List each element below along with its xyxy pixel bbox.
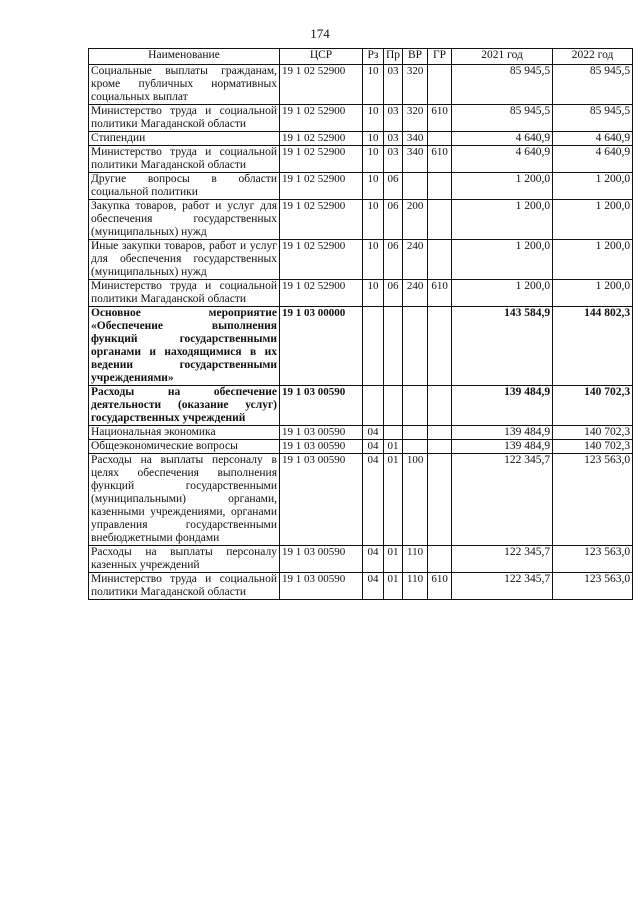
row-rz: 04 (363, 573, 384, 600)
row-gr (428, 386, 452, 426)
row-amount-2022: 1 200,0 (553, 173, 633, 200)
table-row (89, 546, 633, 573)
row-pr: 06 (384, 240, 403, 280)
row-vr: 100 (403, 454, 428, 546)
header-gr: ГР (428, 49, 452, 65)
row-amount-2022: 4 640,9 (553, 132, 633, 146)
row-csr: 19 1 02 52900 (280, 132, 363, 146)
row-pr: 01 (384, 546, 403, 573)
row-rz: 10 (363, 65, 384, 105)
row-amount-2021: 85 945,5 (452, 65, 553, 105)
row-vr (403, 386, 428, 426)
row-csr: 19 1 02 52900 (280, 240, 363, 280)
row-name: Другие вопросы в области социальной политики (89, 173, 280, 200)
row-vr (403, 173, 428, 200)
row-amount-2021: 4 640,9 (452, 132, 553, 146)
row-name: Расходы на выплаты персоналу казенных учреждений (89, 546, 280, 573)
table-row (89, 426, 633, 440)
table-row (89, 105, 633, 132)
row-amount-2022: 1 200,0 (553, 280, 633, 307)
table-row (89, 132, 633, 146)
row-csr: 19 1 03 00590 (280, 440, 363, 454)
table-row (89, 454, 633, 546)
row-amount-2021: 1 200,0 (452, 200, 553, 240)
row-pr (384, 426, 403, 440)
row-amount-2021: 4 640,9 (452, 146, 553, 173)
row-rz (363, 307, 384, 386)
row-name: Расходы на обеспечение деятельности (оказание услуг) государственных учреждений (89, 386, 280, 426)
row-rz: 10 (363, 132, 384, 146)
header-rz: Рз (363, 49, 384, 65)
row-vr: 340 (403, 146, 428, 173)
row-rz: 04 (363, 454, 384, 546)
row-name: Закупка товаров, работ и услуг для обеспечения государственных (муниципальных) нужд (89, 200, 280, 240)
row-csr: 19 1 03 00590 (280, 546, 363, 573)
row-gr: 610 (428, 105, 452, 132)
header-row (89, 49, 633, 65)
row-gr (428, 65, 452, 105)
row-name: Министерство труда и социальной политики Магаданской области (89, 146, 280, 173)
row-name: Основное мероприятие «Обеспечение выполнения функций государственными органами и находящимися в их ведении государственными учреждениями» (89, 307, 280, 386)
row-amount-2022: 123 563,0 (553, 454, 633, 546)
row-csr: 19 1 02 52900 (280, 105, 363, 132)
table-row (89, 173, 633, 200)
row-rz: 10 (363, 105, 384, 132)
row-name: Министерство труда и социальной политики Магаданской области (89, 573, 280, 600)
row-csr: 19 1 02 52900 (280, 200, 363, 240)
table-row (89, 240, 633, 280)
row-amount-2021: 143 584,9 (452, 307, 553, 386)
table-row (89, 573, 633, 600)
row-rz: 10 (363, 173, 384, 200)
row-pr: 01 (384, 454, 403, 546)
row-rz (363, 386, 384, 426)
row-vr: 110 (403, 573, 428, 600)
row-gr (428, 240, 452, 280)
row-pr (384, 307, 403, 386)
page-number: 174 (310, 26, 330, 41)
row-gr: 610 (428, 573, 452, 600)
row-csr: 19 1 02 52900 (280, 173, 363, 200)
row-csr: 19 1 02 52900 (280, 146, 363, 173)
row-amount-2021: 122 345,7 (452, 454, 553, 546)
header-2022: 2022 год (553, 49, 633, 65)
row-amount-2022: 140 702,3 (553, 386, 633, 426)
row-vr: 240 (403, 240, 428, 280)
row-vr: 240 (403, 280, 428, 307)
table-row (89, 386, 633, 426)
row-amount-2021: 139 484,9 (452, 426, 553, 440)
table-row (89, 440, 633, 454)
row-amount-2021: 122 345,7 (452, 573, 553, 600)
row-vr (403, 440, 428, 454)
row-amount-2021: 122 345,7 (452, 546, 553, 573)
row-pr: 06 (384, 280, 403, 307)
row-csr: 19 1 03 00590 (280, 386, 363, 426)
row-name: Общеэкономические вопросы (89, 440, 280, 454)
table-row (89, 200, 633, 240)
row-vr: 200 (403, 200, 428, 240)
row-name: Иные закупки товаров, работ и услуг для обеспечения государственных (муниципальных) нужд (89, 240, 280, 280)
row-vr (403, 307, 428, 386)
row-pr: 03 (384, 105, 403, 132)
row-amount-2022: 123 563,0 (553, 546, 633, 573)
budget-table (88, 48, 633, 600)
row-name: Национальная экономика (89, 426, 280, 440)
row-csr: 19 1 03 00590 (280, 454, 363, 546)
row-gr: 610 (428, 280, 452, 307)
row-name: Министерство труда и социальной политики Магаданской области (89, 105, 280, 132)
row-rz: 10 (363, 146, 384, 173)
table-row (89, 280, 633, 307)
row-gr (428, 440, 452, 454)
row-csr: 19 1 03 00000 (280, 307, 363, 386)
row-csr: 19 1 03 00590 (280, 426, 363, 440)
row-pr: 06 (384, 173, 403, 200)
table-body (89, 65, 633, 600)
row-gr (428, 307, 452, 386)
table-row (89, 307, 633, 386)
table-row (89, 146, 633, 173)
row-amount-2022: 140 702,3 (553, 426, 633, 440)
row-amount-2021: 1 200,0 (452, 280, 553, 307)
row-csr: 19 1 02 52900 (280, 65, 363, 105)
row-amount-2022: 85 945,5 (553, 65, 633, 105)
table-row (89, 65, 633, 105)
row-amount-2021: 85 945,5 (452, 105, 553, 132)
row-csr: 19 1 03 00590 (280, 573, 363, 600)
row-vr: 320 (403, 65, 428, 105)
header-csr: ЦСР (280, 49, 363, 65)
row-csr: 19 1 02 52900 (280, 280, 363, 307)
row-vr: 320 (403, 105, 428, 132)
row-vr: 110 (403, 546, 428, 573)
header-vr: ВР (403, 49, 428, 65)
row-rz: 04 (363, 440, 384, 454)
row-amount-2022: 4 640,9 (553, 146, 633, 173)
row-name: Стипендии (89, 132, 280, 146)
row-gr (428, 132, 452, 146)
row-amount-2022: 1 200,0 (553, 200, 633, 240)
row-gr: 610 (428, 146, 452, 173)
row-rz: 10 (363, 200, 384, 240)
row-amount-2021: 1 200,0 (452, 173, 553, 200)
row-pr: 06 (384, 200, 403, 240)
row-pr: 01 (384, 440, 403, 454)
row-amount-2022: 1 200,0 (553, 240, 633, 280)
row-amount-2022: 85 945,5 (553, 105, 633, 132)
row-pr (384, 386, 403, 426)
row-amount-2022: 123 563,0 (553, 573, 633, 600)
row-amount-2022: 144 802,3 (553, 307, 633, 386)
row-gr (428, 200, 452, 240)
row-vr (403, 426, 428, 440)
header-pr: Пр (384, 49, 403, 65)
row-pr: 01 (384, 573, 403, 600)
row-gr (428, 546, 452, 573)
row-gr (428, 426, 452, 440)
row-rz: 04 (363, 426, 384, 440)
row-pr: 03 (384, 65, 403, 105)
row-name: Социальные выплаты гражданам, кроме публичных нормативных социальных выплат (89, 65, 280, 105)
row-amount-2022: 140 702,3 (553, 440, 633, 454)
row-amount-2021: 139 484,9 (452, 440, 553, 454)
row-pr: 03 (384, 146, 403, 173)
row-rz: 10 (363, 280, 384, 307)
row-pr: 03 (384, 132, 403, 146)
row-amount-2021: 139 484,9 (452, 386, 553, 426)
row-gr (428, 454, 452, 546)
header-name: Наименование (89, 49, 280, 65)
row-rz: 04 (363, 546, 384, 573)
row-rz: 10 (363, 240, 384, 280)
row-name: Расходы на выплаты персоналу в целях обеспечения выполнения функций государственными (муниципальными) органами, казенными учреждениями, органами управления государственными внебюджетными фондами (89, 454, 280, 546)
row-name: Министерство труда и социальной политики Магаданской области (89, 280, 280, 307)
row-vr: 340 (403, 132, 428, 146)
header-2021: 2021 год (452, 49, 553, 65)
row-gr (428, 173, 452, 200)
row-amount-2021: 1 200,0 (452, 240, 553, 280)
